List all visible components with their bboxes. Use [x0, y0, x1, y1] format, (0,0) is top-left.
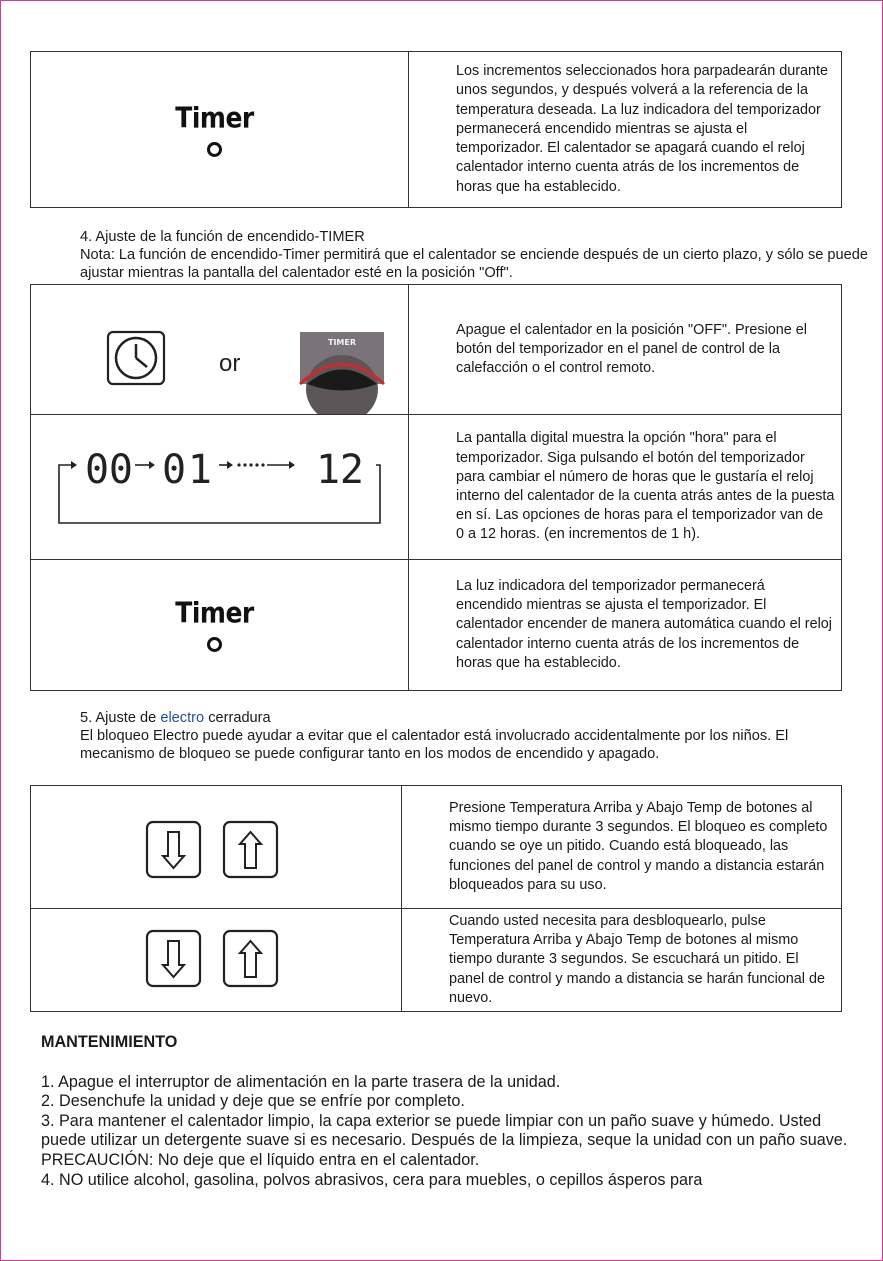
lcd-value-01: 01 — [162, 447, 212, 493]
electro-link: electro — [160, 710, 205, 726]
section-5-text: El bloqueo Electro puede ayudar a evitar que el calentador está involucrado accidentalmente por los niños. El mecanismo de bloqueo se puede configurar tanto en los modos de encendido y apagado. — [80, 728, 789, 762]
timer-indicator-cell — [31, 52, 409, 208]
timer-setup-table — [30, 284, 842, 691]
section-4 — [80, 228, 870, 282]
timer-buttons-description: Apague el calentador en la posición "OFF". Presione el botón del temporizador en el panel de control de la calefacción o el control remoto. — [409, 285, 842, 415]
timer-display-cell — [31, 415, 409, 560]
timer-indicator-light-icon-2 — [207, 637, 222, 652]
timer-label-2: Timer — [175, 595, 254, 630]
timer-display-description: La pantalla digital muestra la opción "hora" para el temporizador. Siga pulsando el botón del temporizador para cambiar el número de horas que le gustaría el reloj interno del calentador de la cuenta atrás antes de la puesta en sí. Las opciones de horas para el temporizador van de 0 a 12 horas. (en incrementos de 1 h). — [409, 415, 842, 560]
unlock-buttons-cell — [31, 909, 402, 1012]
section-4-note: Nota: La función de encendido-Timer permitirá que el calentador se enciende después de un cierto plazo, y sólo se puede ajustar mientras la pantalla del calentador esté en la posición "Off". — [80, 247, 869, 281]
timer-indicator-2 — [21, 595, 408, 652]
maintenance-item-2: 2. Desenchufe la unidad y deje que se enfríe por completo. — [41, 1092, 465, 1111]
timer-label: Timer — [175, 100, 254, 134]
lock-buttons-figure — [31, 786, 401, 908]
lock-buttons-cell — [31, 786, 402, 909]
timer-buttons-figure — [31, 285, 408, 414]
lcd-value-00: 00 — [85, 447, 133, 493]
lcd-value-12: 12 — [316, 447, 364, 493]
unlock-buttons-figure — [31, 909, 401, 1011]
unlock-description: Cuando usted necesita para desbloquearlo, pulse Temperatura Arriba y Abajo Temp de botones al mismo tiempo durante 3 segundos. Se escuchará un pitido. El panel de control y mando a distancia se harán funcional de nuevo. — [402, 909, 842, 1012]
maintenance-item-4: 4. NO utilice alcohol, gasolina, polvos abrasivos, cera para muebles, o cepillos ásperos para — [41, 1170, 703, 1189]
maintenance-item-3: 3. Para mantener el calentador limpio, la capa exterior se puede limpiar con un paño suave y húmedo. Usted puede utilizar un detergente suave si es necesario. Después de la limpieza, seque la unidad con un paño suave. PRECAUCIÓN: No deje que el líquido entra en el calentador. — [41, 1111, 848, 1169]
timer-display-figure — [31, 415, 408, 559]
timer-indicator-light-icon — [207, 142, 222, 157]
timer-indicator — [21, 100, 408, 157]
arrow-up-button-icon-2 — [224, 931, 277, 986]
arrow-down-button-icon — [147, 822, 200, 877]
maintenance-title: MANTENIMIENTO — [41, 1033, 178, 1051]
section-5-heading: 5. Ajuste de electro cerradura — [80, 710, 271, 726]
lock-table — [30, 785, 842, 1012]
section-4-heading: 4. Ajuste de la función de encendido-TIMER — [80, 229, 365, 245]
maintenance-section — [41, 1033, 851, 1190]
arrow-up-button-icon — [224, 822, 277, 877]
timer-buttons-cell — [31, 285, 409, 415]
timer-indicator-table — [30, 51, 842, 208]
section-5 — [80, 709, 840, 763]
clock-icon — [108, 332, 164, 384]
or-label: or — [219, 350, 241, 377]
remote-timer-button-icon — [300, 332, 384, 414]
timer-button-label: TIMER — [327, 338, 357, 347]
maintenance-item-1: 1. Apague el interruptor de alimentación en la parte trasera de la unidad. — [41, 1072, 561, 1091]
timer-indicator-description-2: La luz indicadora del temporizador permanecerá encendido mientras se ajusta el temporizador. El calentador encender de manera automática cuando el reloj calentador interno cuenta atrás de los incrementos de horas que ha establecido. — [409, 560, 842, 691]
lock-description: Presione Temperatura Arriba y Abajo Temp de botones al mismo tiempo durante 3 segundos. El bloqueo es completo cuando se oye un pitido. Cuando está bloqueado, las funciones del panel de control y mando a distancia estarán bloqueados para su uso. — [402, 786, 842, 909]
timer-indicator-description: Los incrementos seleccionados hora parpadearán durante unos segundos, y después volverá a la referencia de la temperatura deseada. La luz indicadora del temporizador permanecerá encendido mientras se ajusta el temporizador. El calentador se apagará cuando el reloj calentador interno cuenta atrás de los incrementos de horas que ha establecido. — [409, 52, 842, 208]
arrow-down-button-icon-2 — [147, 931, 200, 986]
timer-indicator-cell-2 — [31, 560, 409, 691]
dots-separator — [237, 463, 264, 466]
